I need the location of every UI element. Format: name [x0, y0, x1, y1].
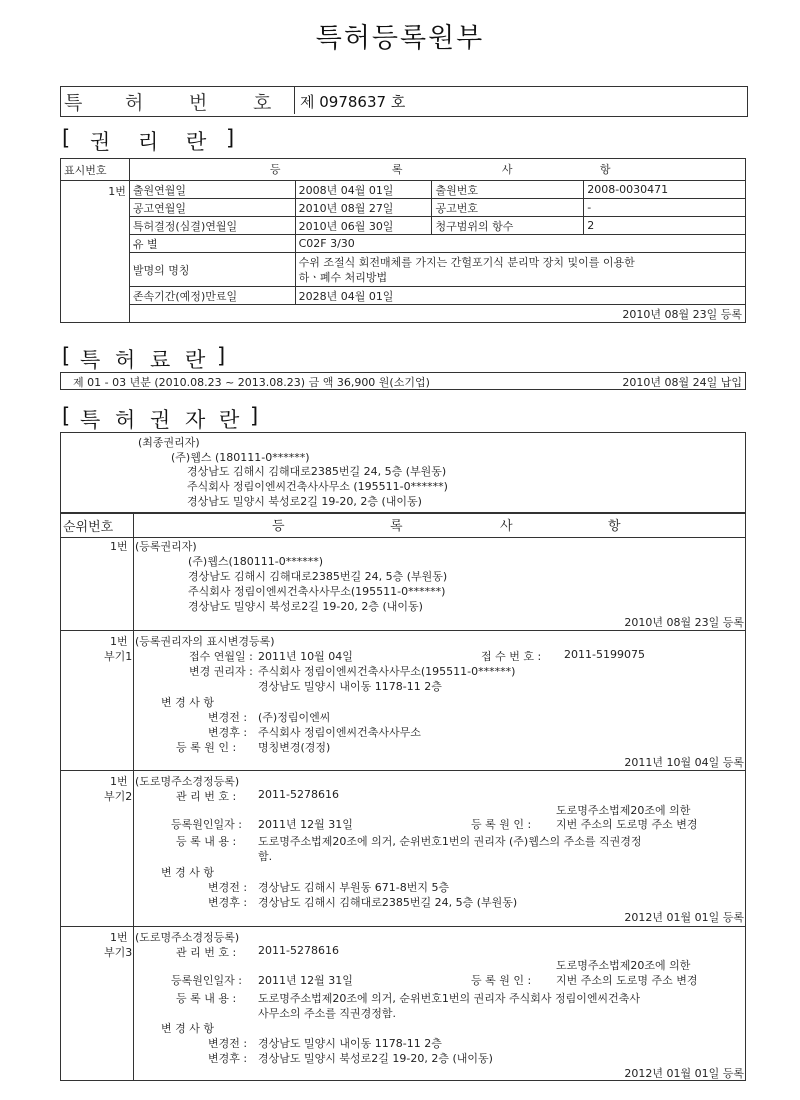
order-column-divider — [133, 512, 134, 1080]
law-note: 도로명주소법제20조에 의한 — [556, 959, 691, 972]
field-label: 등록원인일자 : — [171, 818, 242, 831]
field-value: 2028년 04월 01일 — [295, 287, 745, 305]
field-value: 함. — [258, 850, 273, 863]
field-value: 2011-5199075 — [564, 648, 645, 661]
order-header-index: 순위번호 — [63, 520, 114, 535]
entry-date: 2012년 01월 01일 등록 — [624, 1067, 744, 1080]
rights-row-index: 1번 — [61, 181, 130, 323]
invention-title — [295, 253, 745, 287]
patent-number-label-char: 번 — [189, 92, 208, 114]
holder-section-heading — [62, 404, 282, 430]
field-value: 경상남도 밀양시 내이동 1178-11 2층 — [258, 680, 442, 693]
heading-char: 특 — [80, 348, 101, 372]
entry-index: 1번 — [110, 931, 128, 944]
field-value: 경상남도 밀양시 내이동 1178-11 2층 — [258, 1037, 442, 1050]
field-value: 2011-5278616 — [258, 944, 339, 957]
field-value: 2011년 12월 31일 — [258, 974, 353, 987]
field-value: 2008년 04월 01일 — [295, 181, 432, 199]
field-label: 등록원인일자 : — [171, 974, 242, 987]
entry-divider — [60, 926, 746, 927]
heading-char: ] — [226, 126, 235, 150]
rights-registration-date: 2010년 08월 23일 등록 — [129, 305, 745, 323]
heading-char: [ — [62, 404, 71, 428]
field-label: 등 록 원 인 : — [471, 818, 532, 831]
field-value: 경상남도 김해시 김해대로2385번길 24, 5층 (부원동) — [258, 896, 518, 909]
final-holder-line: 주식회사 정림이엔씨건축사사무소 (195511-0******) — [187, 480, 448, 493]
field-value: 2011년 10월 04일 — [258, 650, 353, 663]
heading-char: 허 — [115, 348, 136, 372]
entry-label: (등록권리자) — [135, 540, 197, 553]
heading-char: [ — [62, 344, 71, 368]
entry-date: 2012년 01월 01일 등록 — [624, 911, 744, 924]
invention-title-line: 하ㆍ폐수 처리방법 — [298, 270, 388, 284]
field-value: C02F 3/30 — [295, 235, 745, 253]
field-label: 출원연월일 — [129, 181, 295, 199]
order-header-char: 록 — [390, 519, 403, 534]
heading-char: 료 — [150, 348, 171, 372]
field-label: 등 록 원 인 : — [176, 741, 237, 754]
rights-header-index: 표시번호 — [61, 159, 130, 181]
field-value: 2011년 12월 31일 — [258, 818, 353, 831]
fee-paid-date: 2010년 08월 24일 납입 — [622, 376, 742, 389]
entry-index: 1번 — [110, 775, 128, 788]
heading-char: [ — [62, 126, 71, 150]
field-label: 등 록 내 용 : — [176, 835, 237, 848]
heading-char: 란 — [186, 130, 207, 154]
field-label: 변경 권리자 : — [189, 665, 253, 678]
heading-char: 권 — [150, 408, 171, 432]
field-label: 접수 연월일 : — [189, 650, 253, 663]
entry-index: 1번 — [110, 635, 128, 648]
patent-number-label-char: 특 — [64, 92, 83, 114]
field-value: 2008-0030471 — [584, 181, 746, 199]
field-value: 2010년 06월 30일 — [295, 217, 432, 235]
field-label: 출원번호 — [432, 181, 584, 199]
field-label: 변경후 : — [208, 896, 248, 909]
order-header-char: 등 — [272, 519, 285, 534]
final-holder-line: 경상남도 김해시 김해대로2385번길 24, 5층 (부원동) — [187, 465, 447, 478]
fee-section-heading — [62, 344, 282, 370]
heading-char: 권 — [90, 130, 111, 154]
field-value: 명칭변경(경정) — [258, 741, 331, 754]
field-value: 경상남도 밀양시 북성로2길 19-20, 2층 (내이동) — [258, 1052, 493, 1065]
rights-section-heading — [62, 126, 262, 152]
field-label: 변 경 사 항 — [161, 1022, 214, 1035]
field-value: 지번 주소의 도로명 주소 변경 — [556, 974, 698, 987]
field-label: 청구범위의 항수 — [432, 217, 584, 235]
heading-char: 란 — [185, 348, 206, 372]
entry-sub-index: 부기2 — [104, 790, 133, 803]
field-value: 주식회사 정림이엔씨건축사사무소(195511-0******) — [258, 665, 516, 678]
final-holder-line: 경상남도 밀양시 북성로2길 19-20, 2층 (내이동) — [187, 495, 422, 508]
order-header-char: 사 — [500, 519, 513, 534]
entry-label: (등록권리자의 표시변경등록) — [135, 635, 275, 648]
rights-table — [60, 158, 746, 323]
entry-line: (주)웹스(180111-0******) — [188, 555, 324, 568]
header-char: 등 — [269, 163, 281, 176]
entry-line: 경상남도 밀양시 북성로2길 19-20, 2층 (내이동) — [188, 600, 423, 613]
heading-char: ] — [217, 344, 226, 368]
heading-char: 리 — [138, 130, 159, 154]
entry-date: 2010년 08월 23일 등록 — [624, 616, 744, 629]
patent-number-label-char: 호 — [253, 92, 272, 114]
order-header-char: 항 — [608, 519, 621, 534]
entry-sub-index: 부기3 — [104, 946, 133, 959]
field-value: 경상남도 김해시 부원동 671-8번지 5층 — [258, 881, 450, 894]
header-char: 록 — [391, 163, 403, 176]
entry-label: (도로명주소경정등록) — [135, 775, 240, 788]
header-char: 항 — [599, 163, 611, 176]
field-label: 공고연월일 — [129, 199, 295, 217]
field-value: 지번 주소의 도로명 주소 변경 — [556, 818, 698, 831]
field-label: 변경전 : — [208, 1037, 248, 1050]
heading-char: 란 — [219, 408, 240, 432]
document-title: 특허등록원부 — [315, 23, 485, 54]
field-label: 공고번호 — [432, 199, 584, 217]
field-label: 변 경 사 항 — [161, 696, 214, 709]
order-header-row — [60, 512, 746, 538]
field-label: 관 리 번 호 : — [176, 946, 237, 959]
entry-divider — [60, 630, 746, 631]
header-char: 사 — [501, 163, 513, 176]
field-label: 변경전 : — [208, 711, 248, 724]
field-value: 주식회사 정림이엔씨건축사사무소 — [258, 726, 421, 739]
entry-date: 2011년 10월 04일 등록 — [624, 756, 744, 769]
field-value: 도로명주소법제20조에 의거, 순위번호1번의 권리자 주식회사 정림이엔씨건축사 — [258, 992, 641, 1005]
entry-line: 주식회사 정림이엔씨건축사사무소(195511-0******) — [188, 585, 446, 598]
field-value: (주)정림이엔씨 — [258, 711, 331, 724]
field-value: 2010년 08월 27일 — [295, 199, 432, 217]
field-value: 2 — [584, 217, 746, 235]
field-label: 등 록 원 인 : — [471, 974, 532, 987]
entries-right-border — [745, 536, 746, 1080]
field-label: 유 별 — [129, 235, 295, 253]
field-label: 접 수 번 호 : — [481, 650, 542, 663]
patent-number-value: 제 0978637 호 — [300, 93, 406, 111]
field-label: 변 경 사 항 — [161, 866, 214, 879]
field-value: 사무소의 주소를 직권경정함. — [258, 1007, 397, 1020]
patent-number-label — [61, 87, 295, 114]
fee-row — [60, 372, 746, 390]
field-value: 2011-5278616 — [258, 788, 339, 801]
field-value: - — [584, 199, 746, 217]
heading-char: 자 — [185, 408, 206, 432]
field-label: 변경후 : — [208, 726, 248, 739]
field-label: 관 리 번 호 : — [176, 790, 237, 803]
final-holder-line: (주)웹스 (180111-0******) — [171, 451, 310, 464]
heading-char: ] — [250, 404, 259, 428]
field-label: 발명의 명칭 — [129, 253, 295, 287]
patent-number-label-char: 허 — [125, 92, 144, 114]
field-label: 등 록 내 용 : — [176, 992, 237, 1005]
rights-header-title — [129, 159, 745, 181]
entry-sub-index: 부기1 — [104, 650, 133, 663]
field-label: 특허결정(심결)연월일 — [129, 217, 295, 235]
field-value: 도로명주소법제20조에 의거, 순위번호1번의 권리자 (주)웹스의 주소를 직권경정 — [258, 835, 642, 848]
law-note: 도로명주소법제20조에 의한 — [556, 804, 691, 817]
heading-char: 허 — [115, 408, 136, 432]
entry-label: (도로명주소경정등록) — [135, 931, 240, 944]
entry-line: 경상남도 김해시 김해대로2385번길 24, 5층 (부원동) — [188, 570, 448, 583]
heading-char: 특 — [80, 408, 101, 432]
field-label: 변경전 : — [208, 881, 248, 894]
entry-divider — [60, 770, 746, 771]
invention-title-line: 수위 조절식 회전매체를 가지는 간헐포기식 분리막 장치 및이를 이용한 — [298, 255, 635, 269]
field-label: 변경후 : — [208, 1052, 248, 1065]
fee-period: 제 01 - 03 년분 (2010.08.23 ~ 2013.08.23) 금 액 36,900 원(소기업) — [73, 376, 430, 389]
final-holder-label: (최종권리자) — [138, 436, 200, 449]
entry-index: 1번 — [110, 540, 128, 553]
entries-left-border — [60, 536, 61, 1080]
field-label: 존속기간(예정)만료일 — [129, 287, 295, 305]
